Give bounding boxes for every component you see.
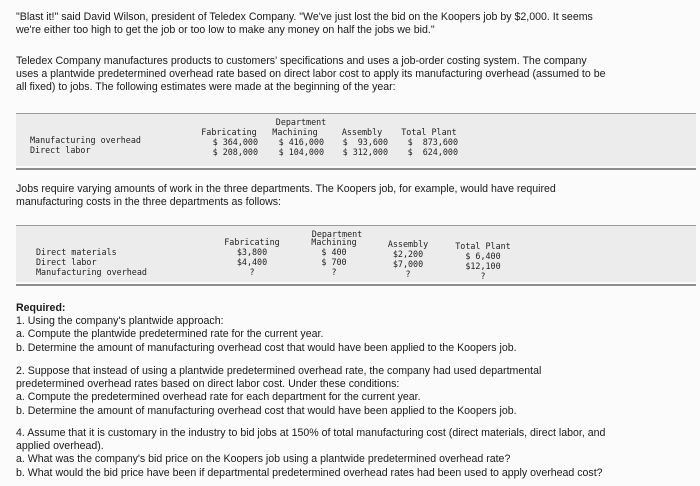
table2-cell: $7,000 xyxy=(392,259,424,269)
background-line-3: all fixed) to jobs. The following estimates were made at the beginning of the year: xyxy=(16,81,396,94)
table2-cell: ? xyxy=(249,267,255,277)
table1-col-fabricating: Fabricating xyxy=(201,127,257,137)
table2-col-fabricating: Fabricating xyxy=(224,237,280,247)
question-2 xyxy=(16,365,686,418)
required-section xyxy=(16,302,686,355)
table1-cell: $ 312,000 xyxy=(342,147,388,157)
required-line-1: 1. Using the company's plantwide approach: xyxy=(16,315,224,328)
background-line-2: uses a plantwide predetermined overhead rate based on direct labor cost to apply its manufacturing overhead (assumed to be xyxy=(16,68,606,81)
table2-cell: $12,100 xyxy=(465,261,501,271)
q4-line: applied overhead). xyxy=(16,440,104,453)
required-title: Required: xyxy=(16,302,66,314)
table2-row-label: Direct materials xyxy=(36,247,117,257)
table2-cell: $4,400 xyxy=(236,257,268,267)
table1-cell: $ 416,000 xyxy=(278,137,324,147)
table1-cell: $ 873,600 xyxy=(407,137,458,147)
table2-group-header: Department xyxy=(311,229,363,239)
table2-bottom-rule xyxy=(16,284,696,286)
intro-paragraph xyxy=(16,11,686,37)
table1-cell: $ 364,000 xyxy=(212,137,258,147)
estimates-table xyxy=(16,113,696,166)
jobs-paragraph xyxy=(16,183,686,209)
q2-line: predetermined overhead rates based on direct labor cost. Under these conditions: xyxy=(16,378,400,391)
table2-cell: ? xyxy=(405,269,411,279)
table1-col-total: Total Plant xyxy=(401,127,457,137)
table2-col-total: Total Plant xyxy=(455,241,511,251)
table2-cell: ? xyxy=(331,267,337,277)
background-paragraph xyxy=(16,55,686,95)
intro-line-1: "Blast it!" said David Wilson, president of Teledex Company. "We've just lost the bid on the Koopers job by $2,000. It seems xyxy=(16,11,593,23)
table2-row-label: Direct labor xyxy=(36,257,97,267)
q4-line: a. What was the company's bid price on the Koopers job using a plantwide predetermined overhead rate? xyxy=(16,453,511,466)
q2-line: a. Compute the predetermined overhead rate for each department for the current year. xyxy=(16,391,421,404)
table2-cell: $2,200 xyxy=(392,249,424,259)
q4-line: b. What would the bid price have been if departmental predetermined overhead rates had been used to apply overhead cost? xyxy=(16,466,603,479)
table1-row-label: Direct labor xyxy=(30,145,91,155)
table1-col-assembly: Assembly xyxy=(341,127,383,137)
question-4 xyxy=(16,427,686,480)
table2-cell: $ 700 xyxy=(321,257,347,267)
required-line-1a: a. Compute the plantwide predetermined rate for the current year. xyxy=(16,328,324,341)
intro-line-2: we're either too high to get the job or too low to make any money on half the jobs we bid." xyxy=(16,24,435,37)
q4-line: 4. Assume that it is customary in the industry to bid jobs at 150% of total manufacturing cost (direct materials, direct labor, and xyxy=(16,427,606,439)
table2-cell: $ 6,400 xyxy=(465,251,501,261)
q2-line: 2. Suppose that instead of using a plantwide predetermined overhead rate, the company had used departmental xyxy=(16,365,542,377)
table1-cell: $ 104,000 xyxy=(278,147,324,157)
q2-line: b. Determine the amount of manufacturing overhead cost that would have been applied to the Koopers job. xyxy=(16,404,517,417)
table2-col-assembly: Assembly xyxy=(387,239,429,249)
required-line-1b: b. Determine the amount of manufacturing overhead cost that would have been applied to the Koopers job. xyxy=(16,341,517,354)
table2-row-label: Manufacturing overhead xyxy=(36,267,147,277)
table2-cell: $ 400 xyxy=(321,247,347,257)
table1-cell: $ 208,000 xyxy=(212,147,258,157)
table1-cell: $ 624,000 xyxy=(407,147,458,157)
table2-col-machining: Machining xyxy=(311,237,357,247)
table1-row-label: Manufacturing overhead xyxy=(30,135,141,145)
table2-cell: ? xyxy=(480,271,486,281)
jobs-line-1: Jobs require varying amounts of work in the three departments. The Koopers job, for example, would have required xyxy=(16,183,556,195)
table1-bottom-rule xyxy=(16,168,696,170)
table1-group-header: Department xyxy=(275,117,327,127)
jobs-line-2: manufacturing costs in the three departments as follows: xyxy=(16,196,281,209)
koopers-job-table xyxy=(16,225,696,282)
table2-cell: $3,800 xyxy=(236,247,268,257)
table1-cell: $ 93,600 xyxy=(342,137,388,147)
table1-col-machining: Machining xyxy=(272,127,318,137)
background-line-1: Teledex Company manufactures products to customers' specifications and uses a job-order costing system. The company xyxy=(16,55,587,67)
